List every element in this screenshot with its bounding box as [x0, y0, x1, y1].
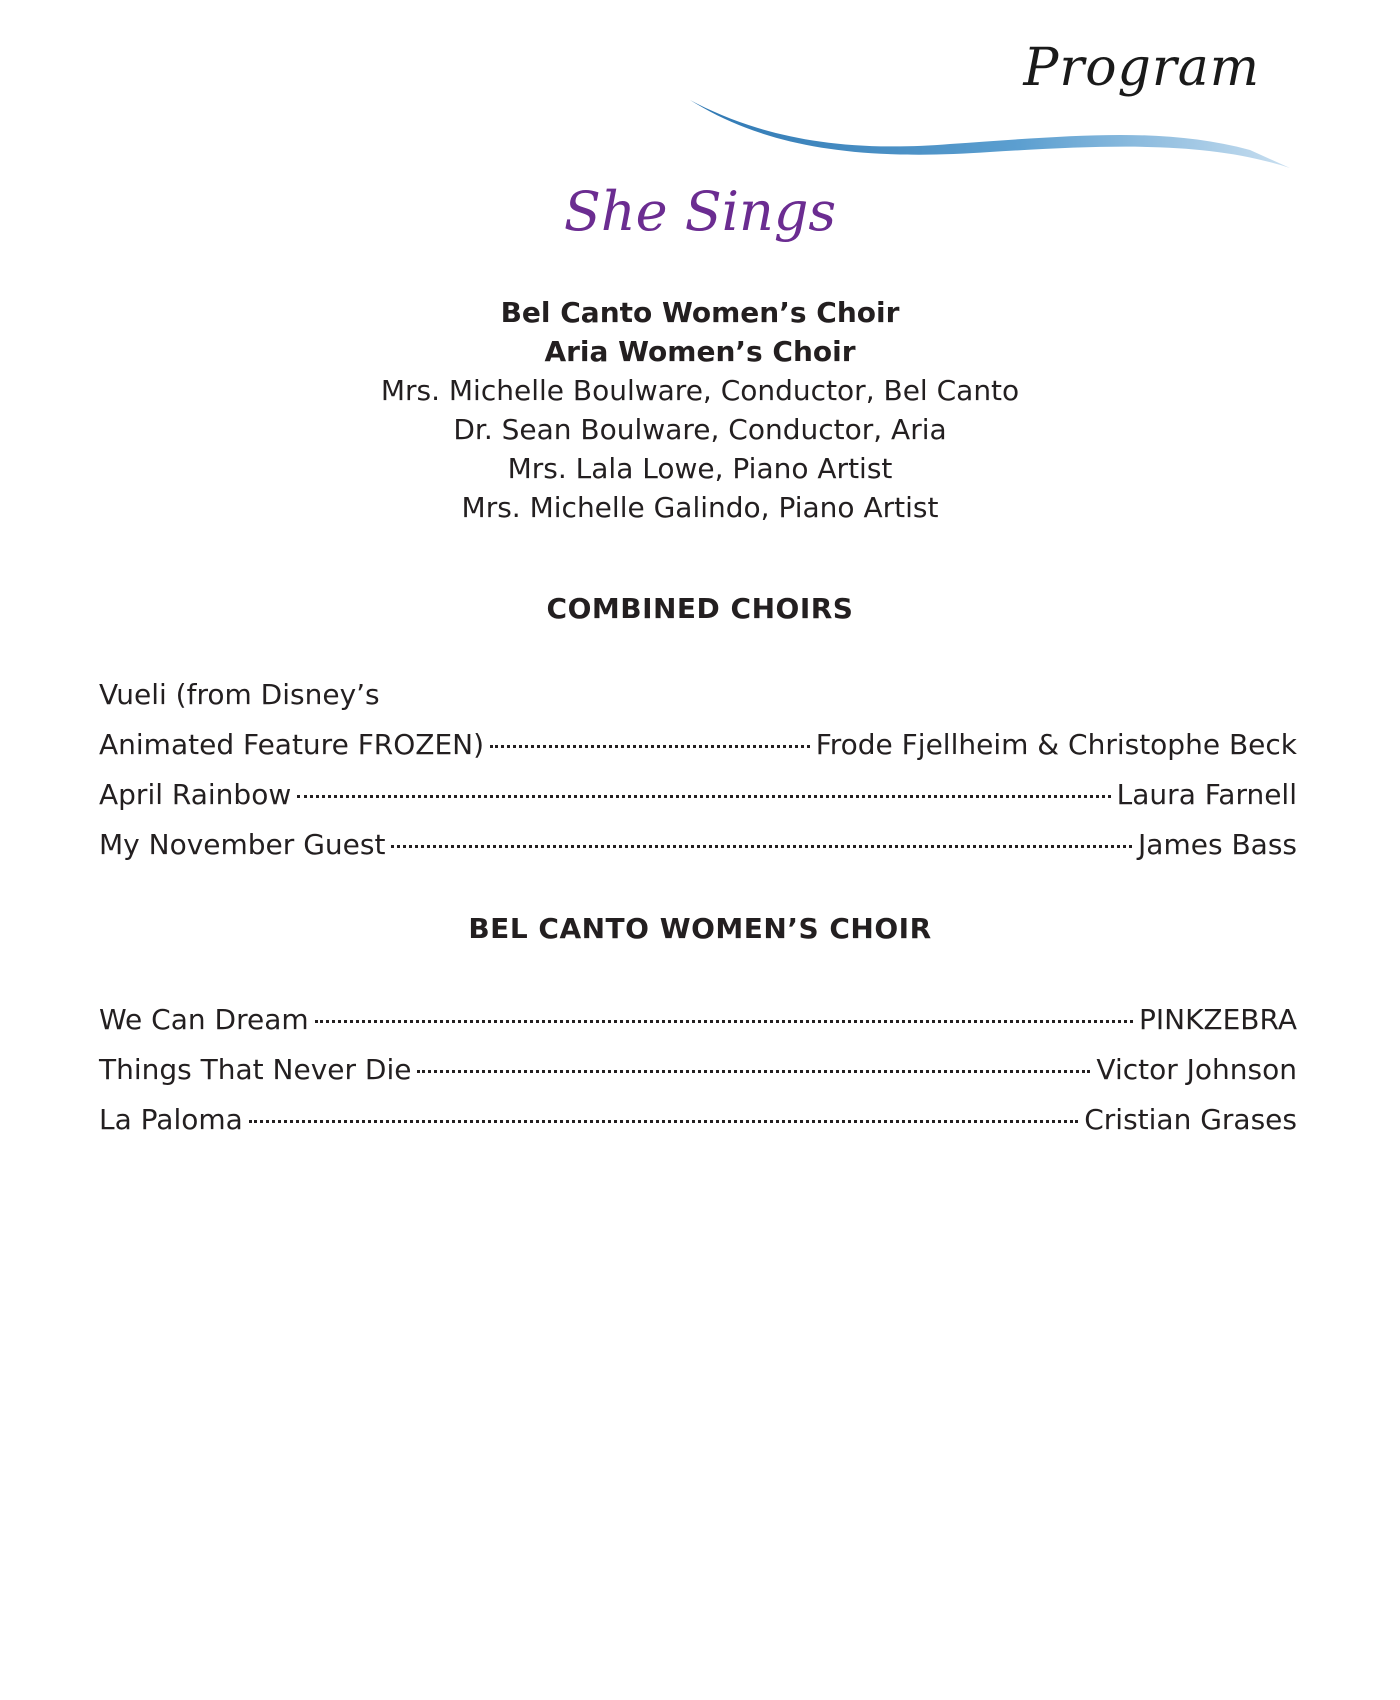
credits-block	[0, 293, 1400, 527]
dot-leader	[391, 845, 1132, 848]
composer-name: Cristian Grases	[1084, 1103, 1297, 1136]
dot-leader	[249, 1120, 1078, 1123]
credit-line: Dr. Sean Boulware, Conductor, Aria	[453, 413, 947, 446]
program-entry	[99, 770, 1297, 820]
program-entry	[99, 820, 1297, 870]
piece-title: We Can Dream	[99, 1003, 309, 1036]
composer-name: PINKZEBRA	[1138, 1003, 1297, 1036]
piece-title: Animated Feature FROZEN)	[99, 728, 485, 761]
section-heading: BEL CANTO WOMEN’S CHOIR	[468, 912, 932, 945]
dot-leader	[297, 795, 1110, 798]
program-entry	[99, 995, 1297, 1045]
composer-name: Laura Farnell	[1116, 778, 1297, 811]
credit-line: Mrs. Michelle Galindo, Piano Artist	[461, 491, 939, 524]
dot-leader	[315, 1020, 1133, 1023]
page-header-title: Program	[1023, 38, 1260, 98]
piece-title: My November Guest	[99, 828, 386, 861]
piece-title: Things That Never Die	[99, 1053, 412, 1086]
piece-title: Vueli (from Disney’s	[99, 678, 380, 711]
choir-name: Aria Women’s Choir	[544, 335, 856, 368]
program-entry-continued	[99, 670, 1297, 720]
composer-name: James Bass	[1138, 828, 1297, 861]
program-entry	[99, 1095, 1297, 1145]
composer-name: Frode Fjellheim & Christophe Beck	[815, 728, 1297, 761]
program-entry	[99, 720, 1297, 770]
dot-leader	[417, 1070, 1090, 1073]
program-entry	[99, 1045, 1297, 1095]
decorative-swoosh	[690, 92, 1290, 182]
choir-name: Bel Canto Women’s Choir	[500, 296, 900, 329]
program-list-combined	[99, 670, 1297, 870]
composer-name: Victor Johnson	[1096, 1053, 1297, 1086]
program-list-bel-canto	[99, 995, 1297, 1145]
dot-leader	[490, 745, 810, 748]
program-title: She Sings	[563, 180, 837, 243]
piece-title: La Paloma	[99, 1103, 243, 1136]
section-heading: COMBINED CHOIRS	[546, 592, 854, 625]
piece-title: April Rainbow	[99, 778, 292, 811]
credit-line: Mrs. Lala Lowe, Piano Artist	[507, 452, 893, 485]
credit-line: Mrs. Michelle Boulware, Conductor, Bel Canto	[380, 374, 1020, 407]
